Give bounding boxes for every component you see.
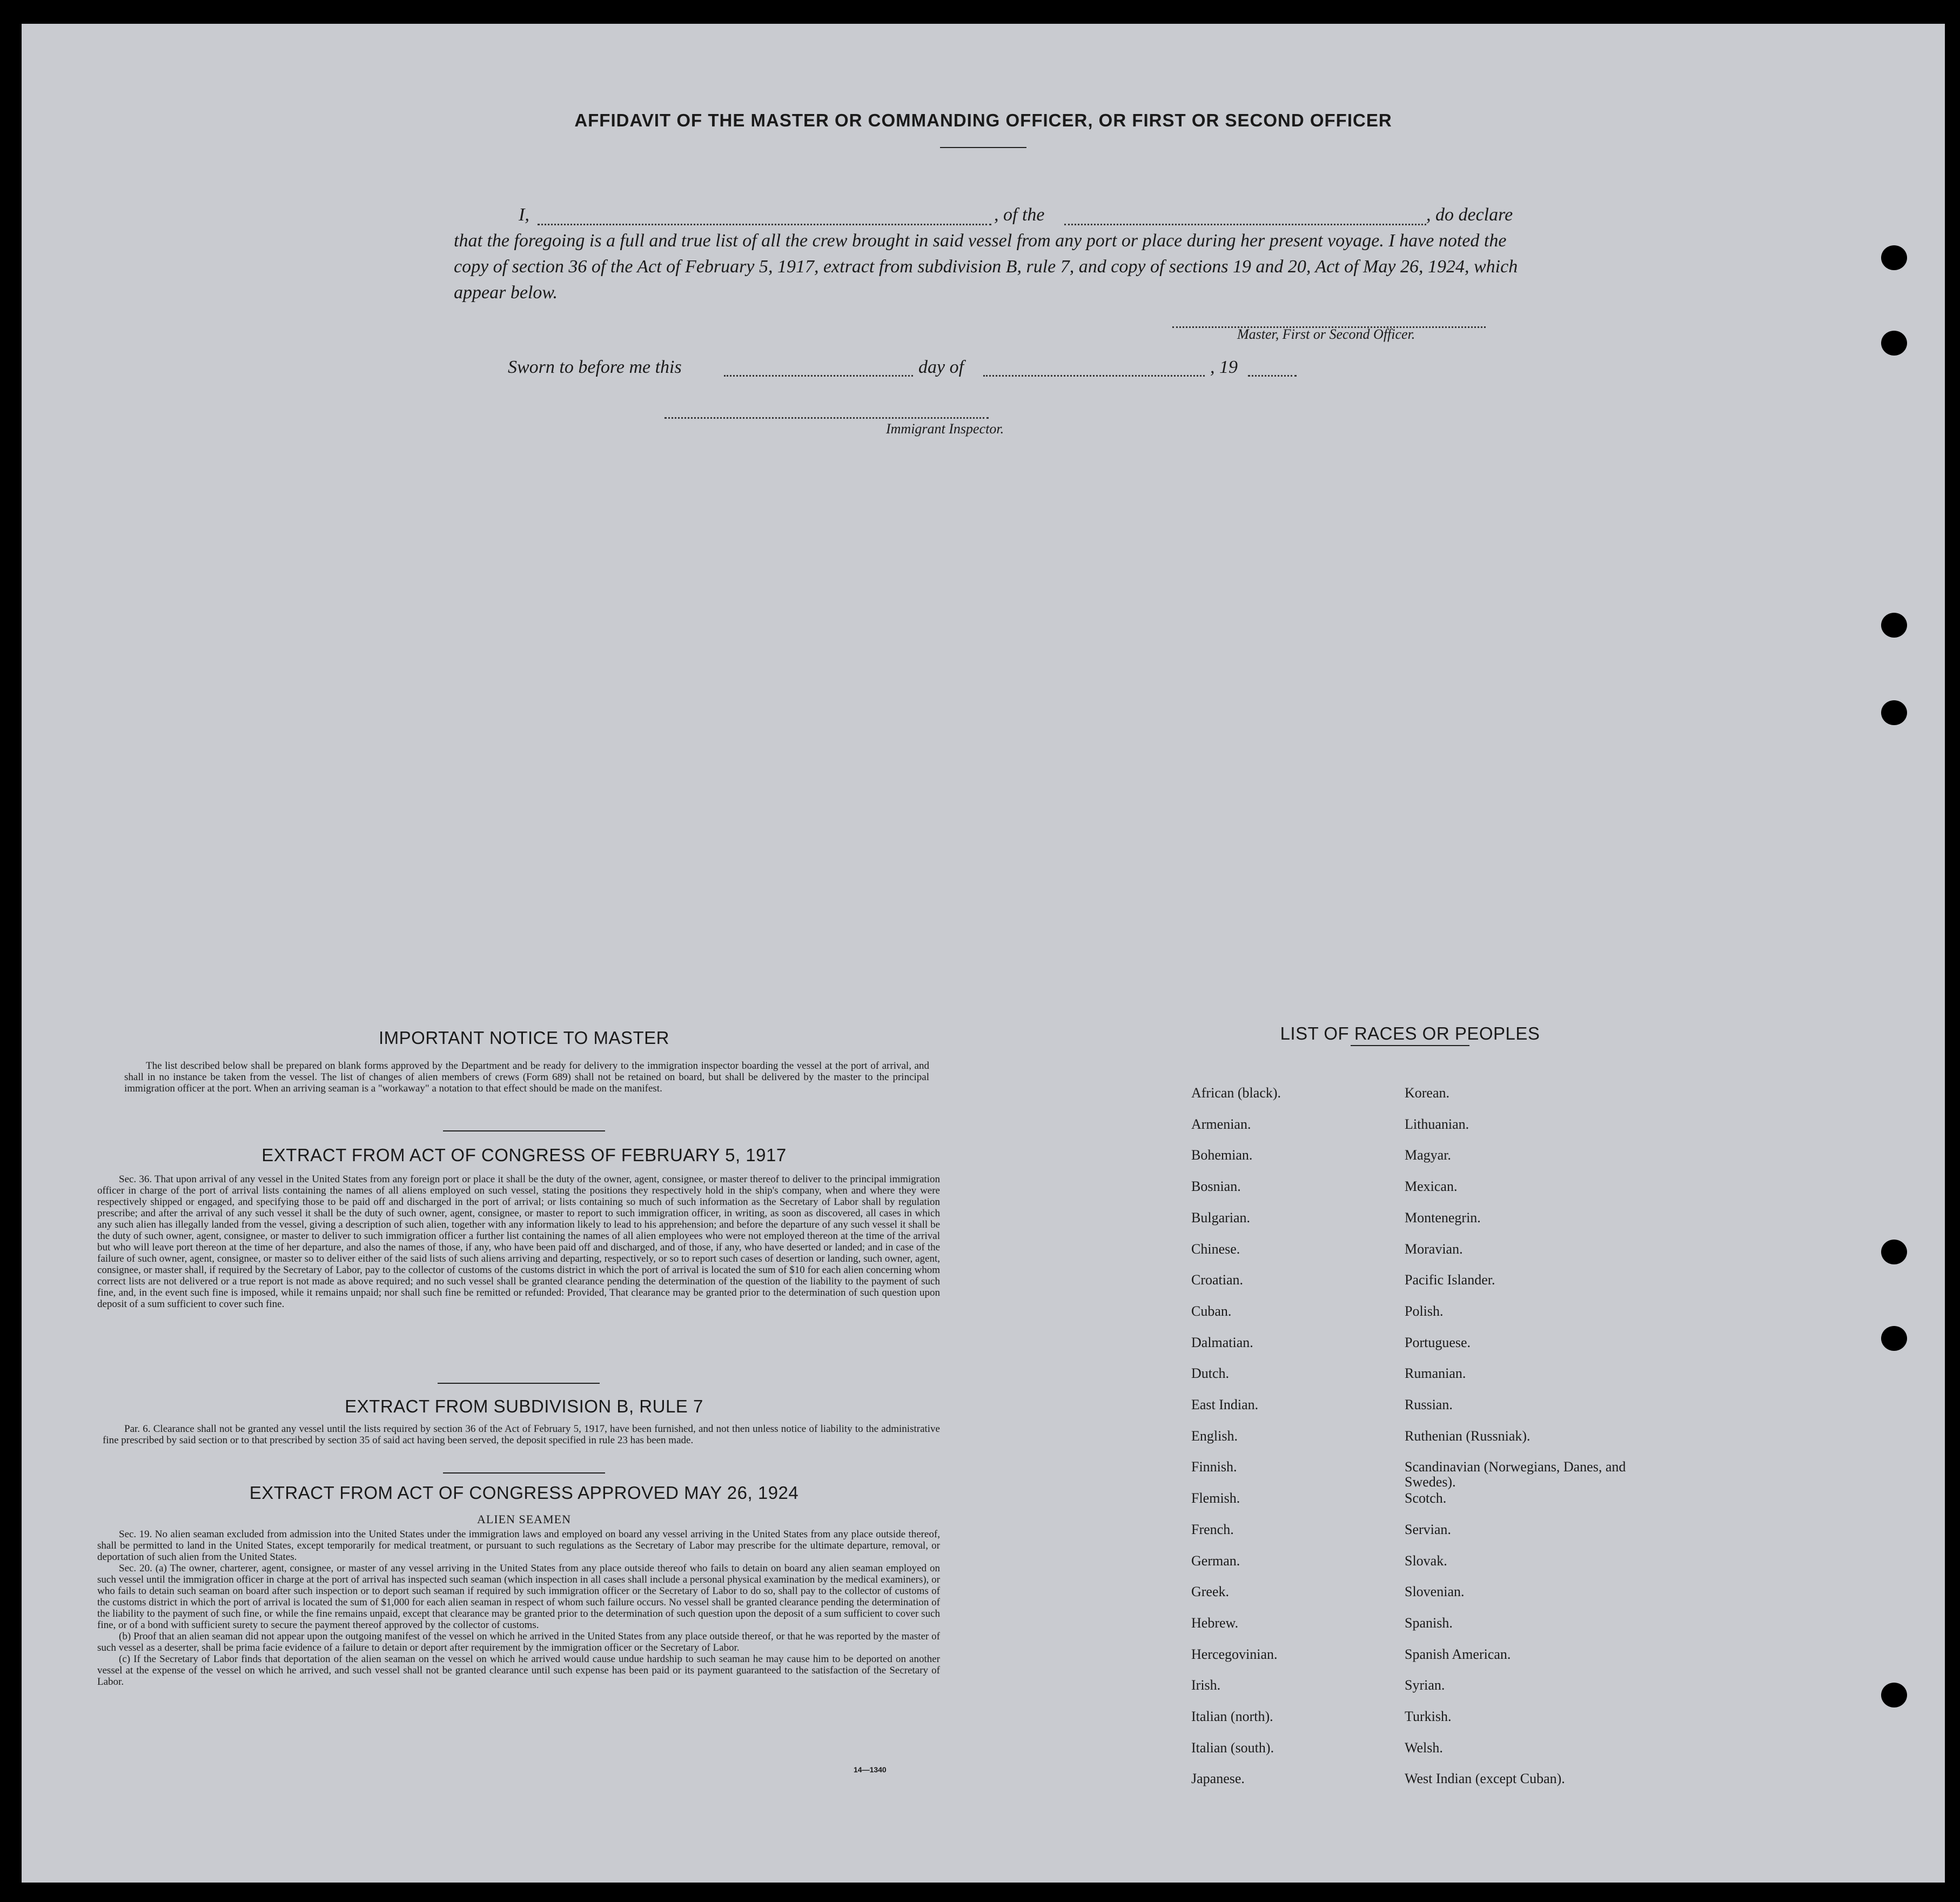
race-item: Servian. — [1405, 1522, 1451, 1537]
race-item: Chinese. — [1191, 1241, 1240, 1257]
race-item: Portuguese. — [1405, 1335, 1471, 1350]
title-rule — [940, 147, 1026, 148]
punch-hole — [1881, 613, 1907, 638]
race-item: Bosnian. — [1191, 1178, 1241, 1194]
extract-1924-body — [97, 1529, 940, 1687]
race-item: French. — [1191, 1522, 1234, 1537]
race-item: Hebrew. — [1191, 1615, 1239, 1631]
race-item: Scotch. — [1405, 1490, 1447, 1506]
race-item: Welsh. — [1405, 1740, 1443, 1756]
race-item: Korean. — [1405, 1085, 1450, 1101]
race-item: Montenegrin. — [1405, 1210, 1481, 1225]
race-item: West Indian (except Cuban). — [1405, 1771, 1565, 1786]
race-item: Ruthenian (Russniak). — [1405, 1428, 1531, 1444]
race-item: Italian (north). — [1191, 1709, 1273, 1724]
punch-hole — [1881, 1683, 1907, 1707]
race-item: Japanese. — [1191, 1771, 1245, 1786]
race-item: Syrian. — [1405, 1677, 1445, 1693]
race-item: Greek. — [1191, 1584, 1230, 1599]
race-item: English. — [1191, 1428, 1238, 1444]
race-item: Bohemian. — [1191, 1147, 1253, 1163]
divider — [438, 1383, 600, 1384]
signature-label: Master, First or Second Officer. — [1237, 326, 1415, 342]
race-item: Dutch. — [1191, 1365, 1230, 1381]
section-20c: (c) If the Secretary of Labor finds that deportation of the alien seaman on the vessel on which he arrived would cause undue hardship to such seaman he may cause him to be deported on another vessel at the expense of the vessel on which he arrived, and such vessel shall not be granted clearance until such expense has been paid or its payment guaranteed to the satisfaction of the Secretary of Labor. — [97, 1653, 940, 1687]
race-item: Finnish. — [1191, 1459, 1237, 1475]
race-item: Turkish. — [1405, 1709, 1452, 1724]
race-item: Dalmatian. — [1191, 1335, 1253, 1350]
sworn-text: Sworn to before me this — [508, 357, 682, 377]
race-item: African (black). — [1191, 1085, 1281, 1101]
alien-seamen-heading: ALIEN SEAMEN — [477, 1512, 571, 1526]
race-item: Hercegovinian. — [1191, 1646, 1278, 1662]
document-page — [22, 24, 1945, 1883]
race-item: Lithuanian. — [1405, 1116, 1469, 1132]
race-item: Slovenian. — [1405, 1584, 1465, 1599]
punch-hole — [1881, 1240, 1907, 1264]
punch-hole — [1881, 700, 1907, 725]
punch-hole — [1881, 245, 1907, 270]
punch-hole — [1881, 1326, 1907, 1351]
inspector-label: Immigrant Inspector. — [886, 421, 1004, 437]
section-19: Sec. 19. No alien seaman excluded from admission into the United States under the immigration laws and employed on board any vessel arriving in the United States from any place outside thereof, shall be permitted to land in the United States, except temporarily for medical treatment, or pursuant to such regulations as the Secretary of Labor may prescribe for the ultimate departure, removal, or deportation of such alien from the United States. — [97, 1529, 940, 1563]
vessel-blank[interactable] — [1064, 224, 1426, 225]
sworn-day-blank[interactable] — [724, 375, 913, 377]
race-item: Cuban. — [1191, 1303, 1232, 1319]
year-blank[interactable] — [1248, 375, 1297, 377]
races-title-rule — [1351, 1045, 1469, 1046]
month-blank[interactable] — [983, 375, 1205, 377]
form-number: 14—1340 — [854, 1765, 887, 1774]
race-item: Armenian. — [1191, 1116, 1251, 1132]
declaration-i: I, — [519, 205, 529, 225]
race-item: German. — [1191, 1553, 1240, 1569]
declaration-of-the: , of the — [994, 205, 1045, 225]
race-item: Russian. — [1405, 1397, 1453, 1412]
notice-body: The list described below shall be prepared on blank forms approved by the Department and be ready for delivery to the immigration inspector boarding the vessel at the port of arrival, and shall in no instance be taken from the vessel. The list of changes of alien members of crews (Form 689) shall not be retained on board, but shall be delivered by the master to the principal immigration officer at the port. When an arriving seaman is a "workaway" a notation to that effect should be made on the manifest. — [124, 1060, 929, 1094]
race-item: Croatian. — [1191, 1272, 1244, 1288]
extract-rule7-body: Par. 6. Clearance shall not be granted any vessel until the lists required by section 36 of the Act of February 5, 1917, have been furnished, and not then unless notice of liability to the administrative fine prescribed by said section or to that prescribed by section 35 of said act having been served, the deposit specified in rule 23 has been made. — [103, 1423, 940, 1446]
inspector-signature-blank[interactable] — [664, 417, 989, 419]
race-item: Magyar. — [1405, 1147, 1451, 1163]
punch-hole — [1881, 331, 1907, 356]
race-item: Moravian. — [1405, 1241, 1463, 1257]
affidavit-title: AFFIDAVIT OF THE MASTER OR COMMANDING OFFICER, OR FIRST OR SECOND OFFICER — [574, 110, 1392, 130]
races-title: LIST OF RACES OR PEOPLES — [1280, 1023, 1540, 1043]
divider — [443, 1130, 605, 1131]
name-blank[interactable] — [538, 224, 991, 225]
race-item: Italian (south). — [1191, 1740, 1274, 1756]
declaration-do-declare: , do declare — [1426, 205, 1513, 225]
race-item: East Indian. — [1191, 1397, 1259, 1412]
section-20b: (b) Proof that an alien seaman did not appear upon the outgoing manifest of the vessel on which he arrived in the United States from any place outside thereof, or that he was reported by the master of such vessel as a deserter, shall be prima facie evidence of a failure to detain or deport after requirement by the immigration officer or the Secretary of Labor. — [97, 1631, 940, 1653]
race-item: Rumanian. — [1405, 1365, 1466, 1381]
declaration-body: that the foregoing is a full and true list of all the crew brought in said vessel from any port or place during her present voyage. I have noted the copy of section 36 of the Act of February 5, 1917, extract from subdivision B, rule 7, and copy of sections 19 and 20, Act of May 26, 1924, which appear below. — [454, 231, 1518, 303]
race-item: Bulgarian. — [1191, 1210, 1251, 1225]
year-prefix: , 19 — [1210, 357, 1238, 377]
race-item: Polish. — [1405, 1303, 1444, 1319]
extract-1917-body: Sec. 36. That upon arrival of any vessel in the United States from any foreign port or place it shall be the duty of the owner, agent, consignee, or master thereof to deliver to the principal immigration officer in charge of the port of arrival lists containing the names of all aliens employed on such vessel, stating the positions they respectively hold in the ship's company, when and where they were respectively shipped or engaged, and specifying those to be paid off and discharged in the port of arrival; or lists containing so much of such information as the Secretary of Labor shall by regulation prescribe; and after the arrival of any such vessel it shall be the duty of such owner, agent, consignee, or master to report to such immigration officer, in writing, as soon as discovered, all cases in which any such alien has illegally landed from the vessel, giving a description of such alien, together with any information likely to lead to his apprehension; and before the departure of any such vessel it shall be the duty of such owner, agent, consignee, or master to deliver to such immigration officer a further list containing the names of all alien employees who were not employed thereon at the time of the arrival but who will leave port thereon at the time of her departure, and also the names of those, if any, who have been paid off and discharged, and of those, if any, who have deserted or landed; and in case of the failure of such owner, agent, consignee, or master so to deliver either of the said lists of such aliens arriving and departing, respectively, or so to report such cases of desertion or landing, such owner, agent, consignee, or master shall, if required by the Secretary of Labor, pay to the collector of customs of the customs district in which the port of arrival is located the sum of $10 for each alien concerning whom correct lists are not delivered or a true report is not made as above required; and no such vessel shall be granted clearance pending the determination of the question of the liability to the payment of such fine, and, in the event such fine is imposed, while it remains unpaid; nor shall such fine be remitted or refunded: Provided, That clearance may be granted prior to the determination of such question upon deposit of a sum sufficient to cover such fine. — [97, 1174, 940, 1310]
day-of-text: day of — [918, 357, 964, 377]
race-item: Irish. — [1191, 1677, 1221, 1693]
extract-rule7-title: EXTRACT FROM SUBDIVISION B, RULE 7 — [345, 1396, 703, 1416]
race-item: Spanish. — [1405, 1615, 1453, 1631]
extract-1924-title: EXTRACT FROM ACT OF CONGRESS APPROVED MAY 26, 1924 — [249, 1483, 799, 1503]
race-item: Mexican. — [1405, 1178, 1458, 1194]
race-item: Slovak. — [1405, 1553, 1447, 1569]
race-item: Flemish. — [1191, 1490, 1240, 1506]
race-item: Pacific Islander. — [1405, 1272, 1495, 1288]
section-20a: Sec. 20. (a) The owner, charterer, agent, consignee, or master of any vessel arriving in the United States from any place outside thereof who fails to detain on board any alien seaman employed on such vessel until the immigration officer in charge at the port of arrival has inspected such seaman (which inspection in all cases shall include a personal physical examination by the medical examiners), or who fails to detain such seaman on board after such inspection or to deport such seaman if required by such immigration officer or the Secretary of Labor to do so, shall pay to the collector of customs of the customs district in which the port of arrival is located the sum of $1,000 for each alien seaman in respect of whom such failure occurs. No vessel shall be granted clearance pending the determination of the liability to the payment of such fine, or while the fine remains unpaid, except that clearance may be granted prior to the determination of such question upon the deposit of a sum sufficient to cover such fine, or of a bond with sufficient surety to secure the payment thereof approved by the collector of customs. — [97, 1563, 940, 1631]
race-item: Scandinavian (Norwegians, Danes, and Swedes). — [1405, 1459, 1626, 1490]
divider — [443, 1472, 605, 1474]
extract-1917-title: EXTRACT FROM ACT OF CONGRESS OF FEBRUARY 5, 1917 — [261, 1145, 787, 1165]
race-item: Spanish American. — [1405, 1646, 1511, 1662]
notice-title: IMPORTANT NOTICE TO MASTER — [378, 1028, 669, 1048]
